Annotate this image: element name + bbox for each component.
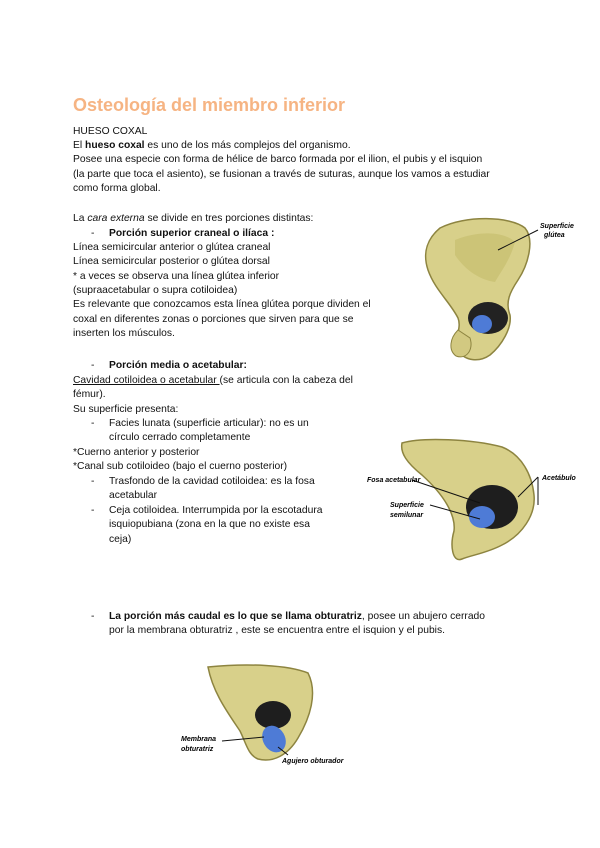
text-line: isquiopubiana (zona en la que no existe esa [109, 519, 310, 530]
text-line: *Canal sub cotiloideo (bajo el cuerno posterior) [73, 461, 288, 472]
text: La [73, 213, 88, 224]
intro-line: Posee una especie con forma de hélice de barco formada por el ilion, el pubis y el isquion [73, 154, 483, 165]
sub-bullet [91, 504, 323, 518]
text-line: ceja) [109, 534, 132, 545]
underlined-term: Cavidad cotiloidea o acetabular [73, 375, 220, 386]
bullet-dash: - [91, 611, 95, 622]
text: es uno de los más complejos del organismo. [144, 140, 351, 151]
text: Facies lunata (superficie articular): no es un [109, 418, 309, 429]
bullet-label: La porción más caudal es lo que se llama obturatriz [109, 611, 362, 622]
bullet-dash: - [91, 418, 95, 429]
acetabulum-shape [255, 701, 291, 729]
label-superficie: Superficie [540, 223, 574, 230]
coxal-gluteal-figure [410, 210, 590, 365]
text-line [73, 374, 353, 388]
bullet-label: Porción media o acetabular: [109, 360, 247, 371]
text-line: círculo cerrado completamente [109, 432, 251, 443]
intro-line: (la parte que toca el asiento), se fusionan a través de suturas, aunque los vamos a estudiar [73, 169, 490, 180]
intro-line: como forma global. [73, 183, 161, 194]
bullet-label: Porción superior craneal o ilíaca : [109, 228, 275, 239]
bullet-dash: - [91, 476, 95, 487]
section-heading: HUESO COXAL [73, 126, 148, 137]
text: , posee un abujero cerrado [361, 611, 485, 622]
obturator-figure [178, 663, 368, 773]
label-semilunar: semilunar [390, 512, 424, 519]
text-line: Su superficie presenta: [73, 404, 179, 415]
intro-line [73, 139, 351, 153]
text-line: * a veces se observa una línea glútea inferior [73, 271, 280, 282]
text: (se articula con la cabeza del [219, 375, 353, 386]
acetabulum-blue [472, 315, 492, 333]
page-title: Osteología del miembro inferior [73, 95, 346, 115]
text: se divide en tres porciones distintas: [144, 213, 314, 224]
text-line: fémur). [73, 389, 106, 400]
text-line: Es relevante que conozcamos esta línea glútea porque dividen el [73, 299, 371, 310]
label-fosa-acetabular: Fosa acetabular [367, 477, 421, 484]
bullet-item [91, 610, 485, 624]
label-glutea: glútea [544, 232, 565, 239]
text-line: (supraacetabular o supra cotiloidea) [73, 285, 238, 296]
bullet-item [91, 227, 274, 241]
text: Trasfondo de la cavidad cotiloidea: es la fosa [109, 476, 315, 487]
text: El [73, 140, 86, 151]
sub-bullet [91, 417, 309, 431]
label-membrana: Membrana [181, 736, 217, 743]
bullet-dash: - [91, 360, 95, 371]
text-line: *Cuerno anterior y posterior [73, 447, 200, 458]
text-line: Línea semicircular posterior o glútea dorsal [73, 256, 270, 267]
text-line: inserten los músculos. [73, 328, 175, 339]
label-acetabulo: Acetábulo [542, 475, 576, 482]
bullet-dash: - [91, 228, 95, 239]
acetabulum-figure [362, 435, 594, 565]
text-line: acetabular [109, 490, 158, 501]
label-obturatriz: obturatriz [181, 746, 214, 753]
italic-term: cara externa [87, 213, 145, 224]
text: Ceja cotiloidea. Interrumpida por la escotadura [109, 505, 323, 516]
text-line: coxal en diferentes zonas o porciones que sirven para que se [73, 314, 354, 325]
text-line: Línea semicircular anterior o glútea craneal [73, 242, 271, 253]
bullet-item [91, 359, 247, 373]
externa-intro [73, 212, 313, 226]
label-superficie: Superficie [390, 502, 424, 509]
sub-bullet [91, 475, 315, 489]
text-line: por la membrana obturatriz , este se encuentra entre el isquion y el pubis. [109, 625, 445, 636]
label-agujero-obturador: Agujero obturador [282, 758, 344, 765]
bullet-dash: - [91, 505, 95, 516]
bold-term: hueso coxal [85, 140, 145, 151]
